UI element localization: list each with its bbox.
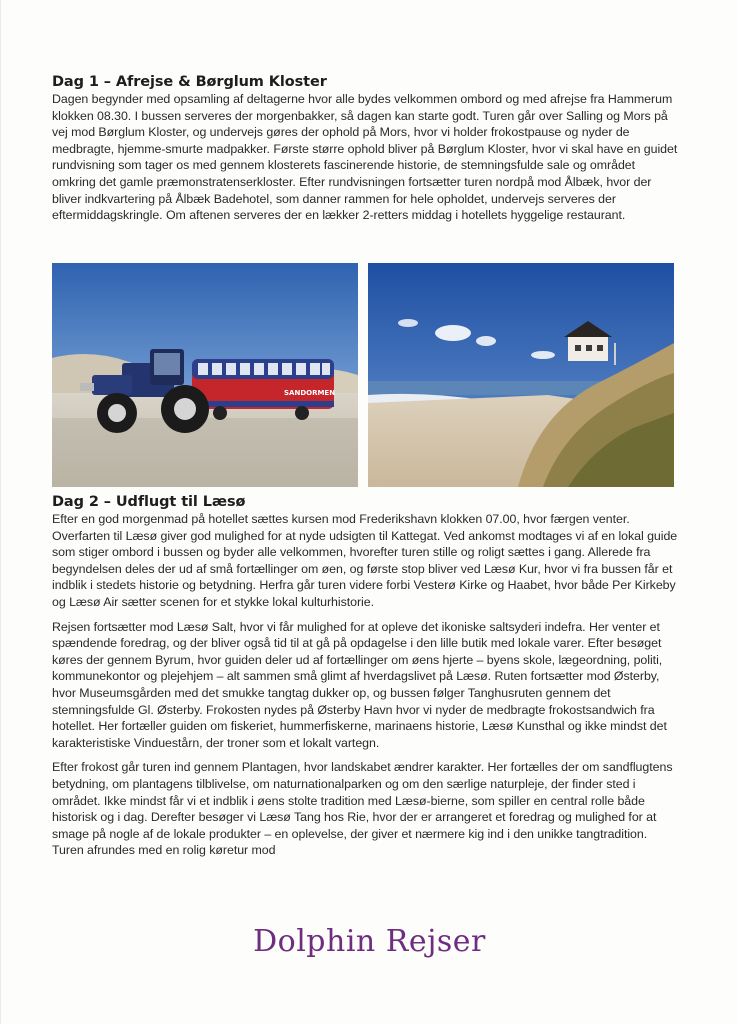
- tractor-bus-photo: [52, 263, 358, 487]
- day1-section: [52, 74, 678, 224]
- day1-heading: Dag 1 – Afrejse & Børglum Kloster: [52, 74, 327, 90]
- day1-body: Dagen begynder med opsamling af deltagerne hvor alle bydes velkommen ombord og med afrejse fra Hammerum klokken 08.30. I bussen serveres der morgenbakker, så dagen kan starte godt. Turen går over Salling og Mors på vej mod Børglum Kloster, og undervejs gøres der ophold på Mors, hvor vi holder frokostpause og nyder de medbragte, hjemme-smurte madpakker. Første større ophold bliver på Børglum Kloster, hvor vi skal have en guidet rundvisning som tager os med gennem klosterets fascinerende historie, de stemningsfulde sale og området omkring det gamle præmonstratenserkloster. Efter rundvisningen fortsætter turen nordpå mod Ålbæk, hvor der bliver indkvartering på Ålbæk Badehotel, som danner rammen for hele opholdet, undervejs serveres der eftermiddagskringle. Om aftenen serveres der en lækker 2-retters middag i hotellets hyggelige restaurant.: [52, 92, 678, 223]
- trailer-sign: SANDORMEN: [284, 389, 336, 397]
- page-content: [52, 74, 678, 858]
- photo-row: [52, 263, 678, 487]
- day2-section: [52, 494, 678, 859]
- brand-logo: Dolphin Rejser: [253, 924, 486, 959]
- beach-hotel-photo: [368, 263, 674, 487]
- tractor-bus-illustration: [52, 263, 358, 487]
- day2-paragraph-2: Rejsen fortsætter mod Læsø Salt, hvor vi får mulighed for at opleve det ikoniske saltsyderi indefra. Her venter et spændende foredrag, og der bliver også tid til at gå på opdagelse i den lille butik med lokale varer. Efter besøget køres der gennem Byrum, hvor guiden deler ud af fortællinger om øens hjerte – byens skole, lægeordning, politi, kommunekontor og plejehjem – alt sammen små glimt af hverdagslivet på Læsø. Ruten fortsætter mod Østerby, hvor Museumsgården med det smukke tangtag dukker op, og bussen følger Tanghusruten gennem det stemningsfulde Gl. Østerby. Frokosten nydes på Østerby Havn hvor vi nyder de medbragte frokostsandwich fra hotellet. Her fortæller guiden om fiskeriet, hummerfiskerne, marinaens historie, Læsø Kunsthal og ikke mindst det karakteristiske Vinduestårn, der troner som et lokalt vartegn.: [52, 619, 667, 750]
- beach-dune-illustration: [368, 263, 674, 487]
- day2-paragraph-3: Efter frokost går turen ind gennem Plantagen, hvor landskabet ændrer karakter. Her fortælles der om sandflugtens betydning, om plantagens tilblivelse, om naturnationalparken og om den særlige naturpleje, der finder sted i området. Ikke mindst får vi et indblik i øens stolte tradition med Læsø-bierne, som spiller en central rolle både historisk og i dag. Derefter besøger vi Læsø Tang hos Rie, hvor der er arrangeret et foredrag og mulighed for at smage på nogle af de lokale produkter – en oplevelse, der giver et nærmere kig ind i den unikke tangtradition. Turen afrundes med en rolig køretur mod: [52, 760, 673, 858]
- day2-paragraph-1: Efter en god morgenmad på hotellet sættes kursen mod Frederikshavn klokken 07.00, hvor færgen venter. Overfarten til Læsø giver god mulighed for at nyde udsigten til Kattegat. Ved ankomst modtages vi af en lokal guide som stiger ombord i bussen og byder alle velkommen, hvorefter turen stille og roligt sættes i gang. Allerede fra begyndelsen deles der ud af små fortællinger om øen, og første stop bliver ved Læsø Kur, hvor vi fra bussen får et indblik i stedets historie og betydning. Herfra går turen videre forbi Vesterø Kirke og Haabet, hvor både Per Kirkeby og Læsø Air sætter scenen for et stykke lokal kulturhistorie.: [52, 512, 678, 609]
- day2-heading: Dag 2 – Udflugt til Læsø: [52, 494, 246, 510]
